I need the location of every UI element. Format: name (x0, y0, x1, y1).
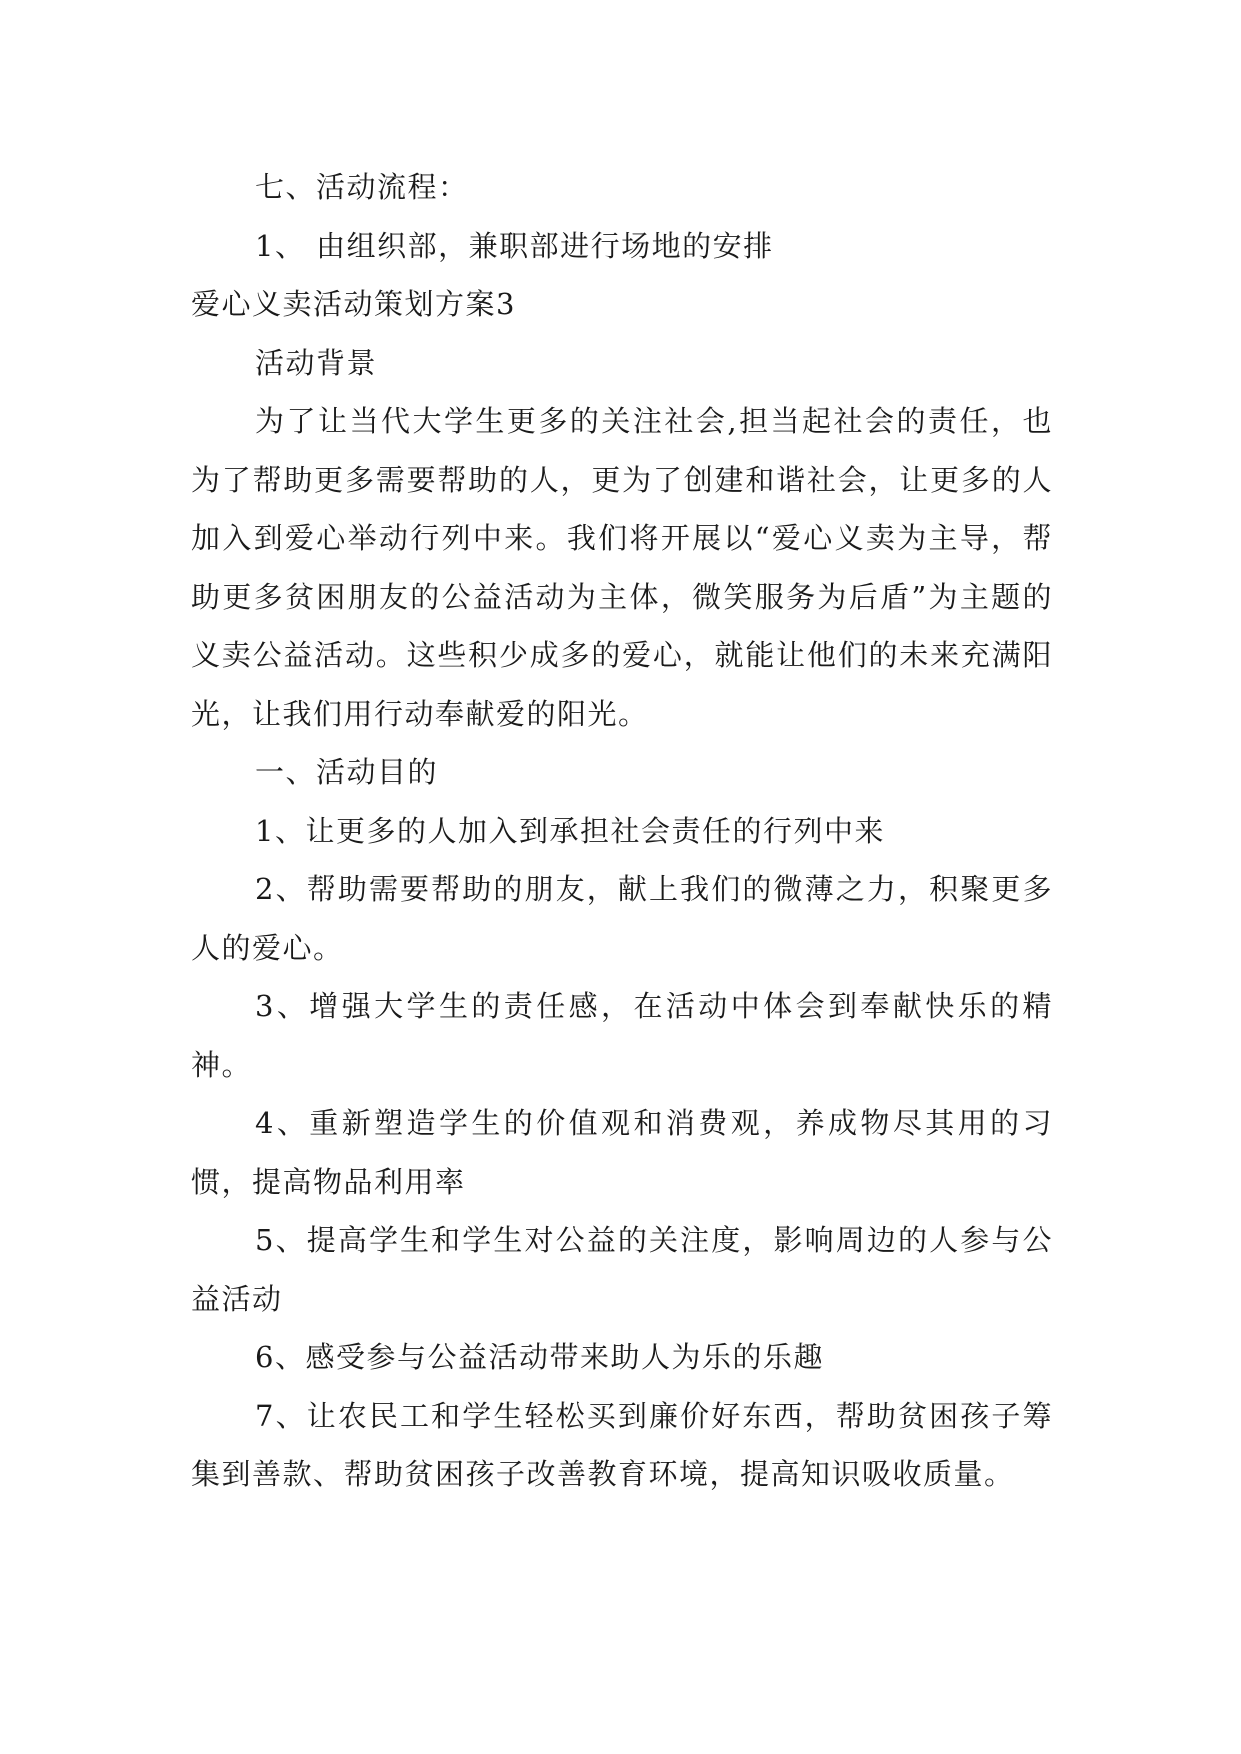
section-heading-background: 活动背景 (255, 345, 378, 380)
background-paragraph: 为了让当代大学生更多的关注社会,担当起社会的责任，也为了帮助更多需要帮助的人，更为了创建和谐社会，让更多的人加入到爱心举动行列中来。我们将开展以“爱心义卖为主导，帮助更多贫困朋友的公益活动为主体，微笑服务为后盾”为主题的义卖公益活动。这些积少成多的爱心，就能让他们的未来充满阳光，让我们用行动奉献爱的阳光。 (191, 404, 1053, 731)
section-heading-process: 七、活动流程： (255, 170, 469, 204)
purpose-item-4: 4、重新塑造学生的价值观和消费观，养成物尽其用的习惯，提高物品利用率 (191, 1106, 1053, 1199)
process-step-1: 1、 由组织部，兼职部进行场地的安排 (255, 228, 774, 263)
purpose-item-5: 5、提高学生和学生对公益的关注度，影响周边的人参与公益活动 (191, 1223, 1053, 1316)
purpose-item-1: 1、让更多的人加入到承担社会责任的行列中来 (255, 813, 885, 848)
purpose-item-2: 2、帮助需要帮助的朋友，献上我们的微薄之力，积聚更多人的爱心。 (191, 872, 1053, 965)
purpose-item-6: 6、感受参与公益活动带来助人为乐的乐趣 (255, 1340, 824, 1374)
section-heading-purpose: 一、活动目的 (255, 755, 439, 789)
purpose-item-7: 7、让农民工和学生轻松买到廉价好东西，帮助贫困孩子筹集到善款、帮助贫困孩子改善教育环境，提高知识吸收质量。 (191, 1398, 1053, 1491)
plan-title: 爱心义卖活动策划方案3 (191, 287, 516, 321)
purpose-item-3: 3、增强大学生的责任感，在活动中体会到奉献快乐的精神。 (191, 989, 1053, 1082)
document-body (191, 158, 1053, 1504)
